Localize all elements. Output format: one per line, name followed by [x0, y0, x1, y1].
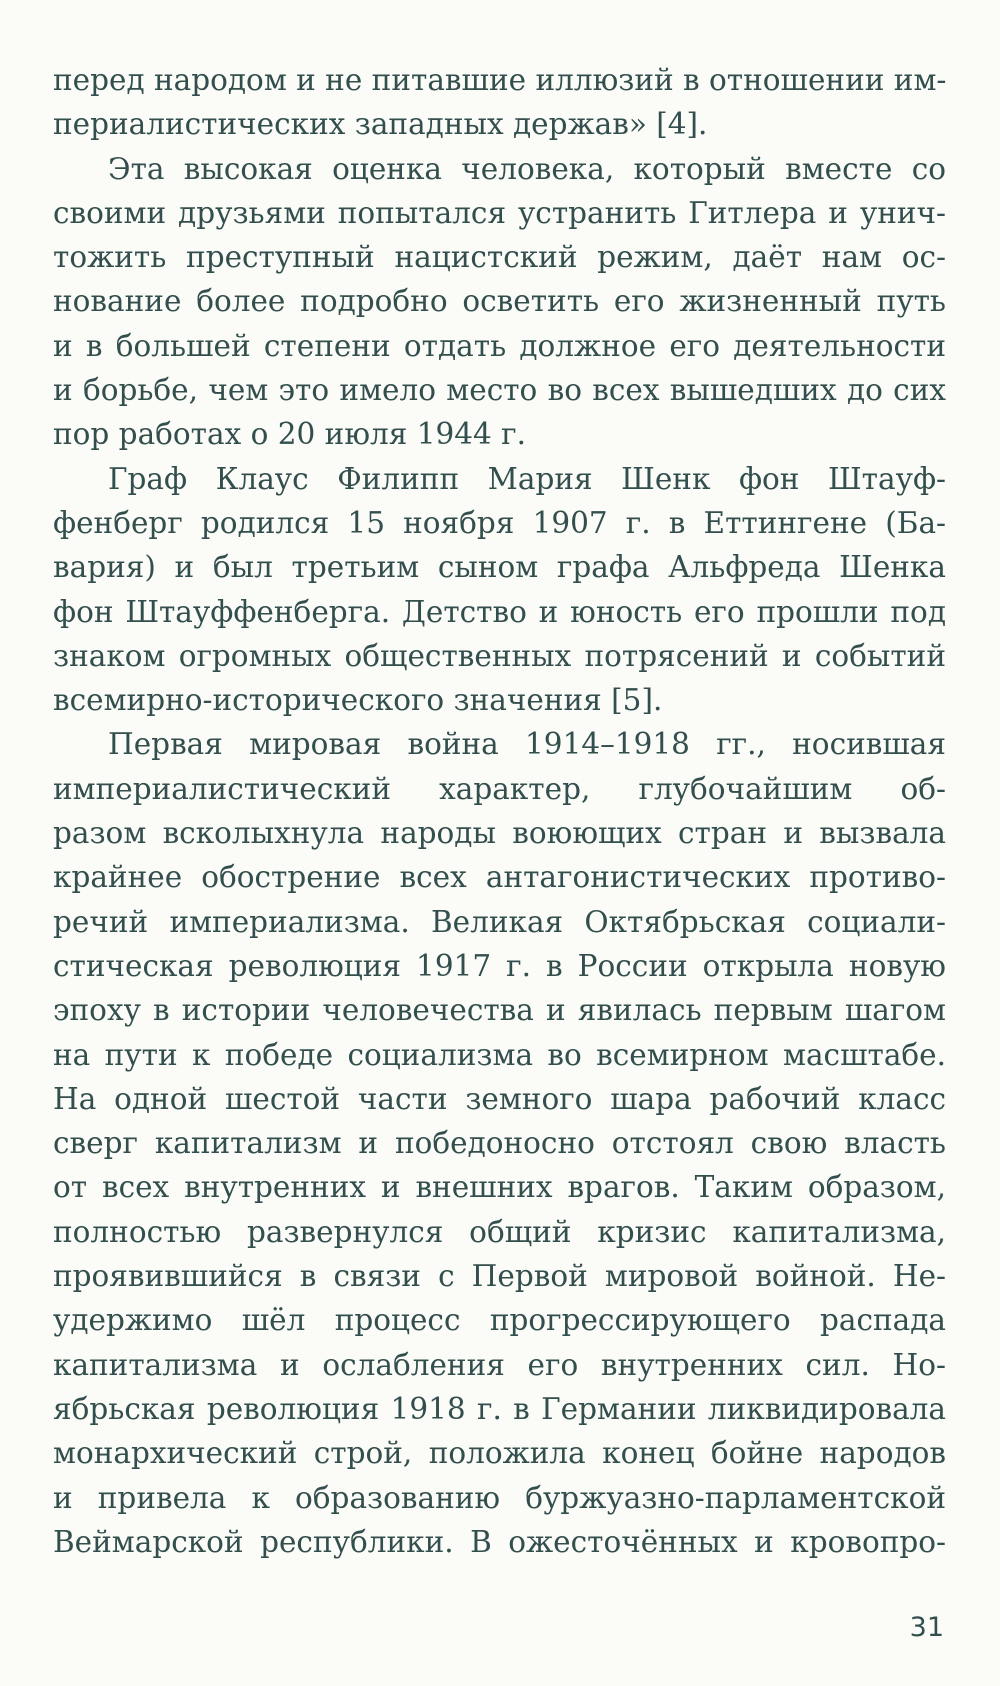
text-line: и привела к образованию буржуазно-парламентской [53, 1480, 946, 1515]
text-line: крайнее обострение всех антагонистических противо- [53, 860, 946, 895]
text-line: вария) и был третьим сыном графа Альфреда Шенка [53, 550, 946, 585]
text-line: На одной шестой части земного шара рабочий класс [53, 1081, 946, 1116]
paragraph [53, 58, 946, 147]
text-line: от всех внутренних и внешних врагов. Таким образом, [53, 1170, 946, 1205]
text-line: и в большей степени отдать должное его деятельности [53, 328, 946, 363]
text-line: монархический строй, положила конец бойне народов [53, 1436, 946, 1471]
text-line: проявившийся в связи с Первой мировой войной. Не- [53, 1259, 946, 1294]
text-line: всемирно-исторического значения [5]. [53, 683, 663, 718]
text-line: и борьбе, чем это имело место во всех вышедших до сих [53, 373, 946, 408]
text-line: ябрьская революция 1918 г. в Германии ликвидировала [53, 1391, 946, 1426]
text-line: фенберг родился 15 ноября 1907 г. в Еттингене (Ба- [53, 505, 946, 540]
text-line: удержимо шёл процесс прогрессирующего распада [53, 1303, 946, 1338]
text-line: Веймарской республики. В ожесточённых и кровопро- [53, 1524, 946, 1559]
text-line: речий империализма. Великая Октябрьская социали- [53, 904, 946, 939]
text-line: фон Штауффенберга. Детство и юность его прошли под [53, 594, 946, 629]
text-line: перед народом и не питавшие иллюзий в отношении им- [53, 63, 947, 97]
text-line: периалистических западных держав» [4]. [53, 107, 708, 142]
text-line: Эта высокая оценка человека, который вместе со [108, 151, 946, 186]
page-number: 31 [909, 1612, 944, 1643]
paragraph [53, 722, 946, 1564]
page-text [53, 58, 946, 1564]
text-line: Граф Клаус Филипп Мария Шенк фон Штауф- [108, 461, 946, 496]
text-line: нование более подробно осветить его жизненный путь [53, 284, 946, 319]
text-line: эпоху в истории человечества и явилась первым шагом [53, 993, 946, 1028]
text-line: капитализма и ослабления его внутренних сил. Но- [53, 1347, 946, 1382]
text-line: пор работах о 20 июля 1944 г. [53, 417, 527, 452]
text-line: на пути к победе социализма во всемирном масштабе. [53, 1037, 946, 1072]
text-line: полностью развернулся общий кризис капитализма, [53, 1214, 946, 1249]
text-line: сверг капитализм и победоносно отстоял свою власть [53, 1126, 946, 1161]
text-line: стическая революция 1917 г. в России открыла новую [53, 948, 946, 983]
text-line: своими друзьями попытался устранить Гитлера и унич- [53, 195, 946, 230]
text-line: разом всколыхнула народы воюющих стран и вызвала [53, 816, 946, 851]
text-line: тожить преступный нацистский режим, даёт нам ос- [53, 240, 946, 275]
text-line: знаком огромных общественных потрясений и событий [53, 638, 946, 673]
text-line: империалистический характер, глубочайшим об- [53, 771, 946, 806]
paragraph [53, 147, 946, 457]
paragraph [53, 457, 946, 723]
text-line: Первая мировая война 1914–1918 гг., носившая [108, 727, 946, 762]
